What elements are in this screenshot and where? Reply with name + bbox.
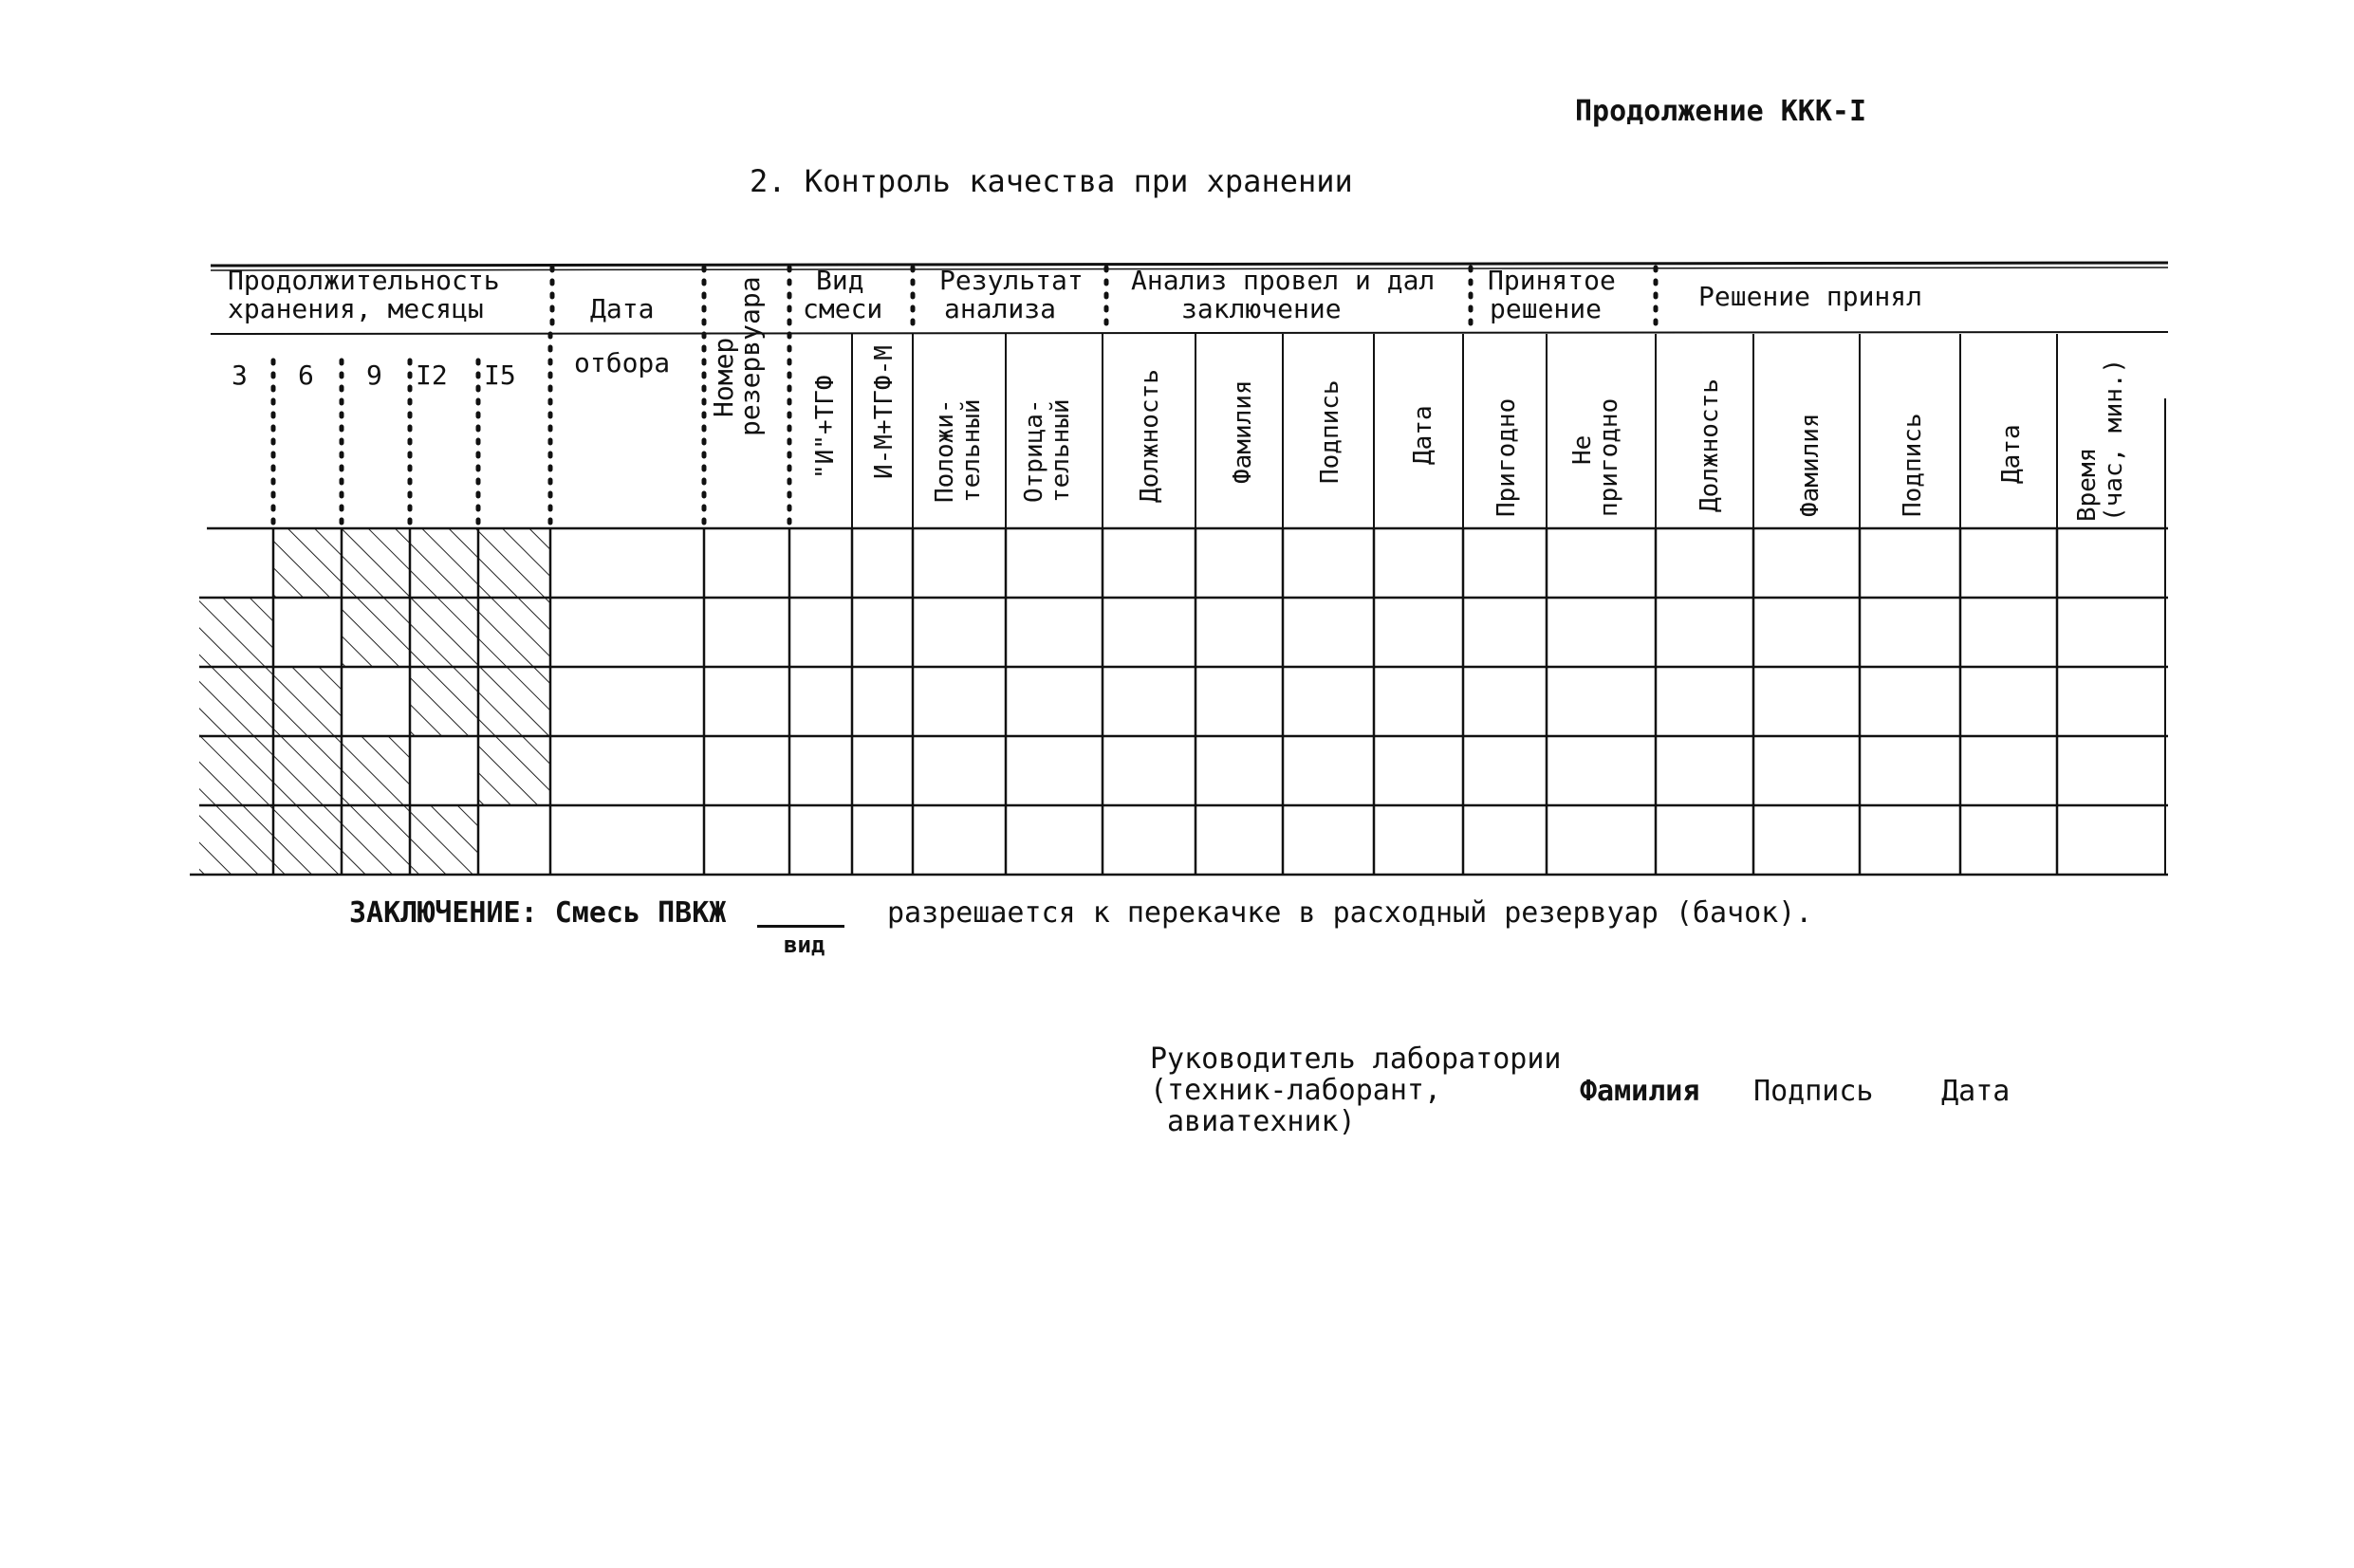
unfit-header-line1: Не <box>1568 434 1597 465</box>
unfit-header-line2: пригодно <box>1595 397 1623 517</box>
month-3: 3 <box>232 360 248 391</box>
negative-header-line2: тельный <box>1047 398 1075 503</box>
analysis-by-line2: заключение <box>1181 293 1342 324</box>
positive-header-line2: тельный <box>957 398 986 503</box>
month-9: 9 <box>366 360 382 391</box>
duration-header-line2: хранения, месяцы <box>228 293 484 324</box>
signature-2-header: Подпись <box>1899 413 1927 517</box>
mix-type-caption: вид <box>784 932 825 958</box>
time-header-line1: Время <box>2073 447 2102 522</box>
mix-a-header: "И"+ТГФ <box>811 375 840 479</box>
signature-label: Подпись <box>1753 1075 1874 1108</box>
date-1-header: Дата <box>1409 405 1437 465</box>
conclusion-text: разрешается к перекачке в расходный резервуар (бачок). <box>887 896 1813 930</box>
tank-header-line1: Номер <box>708 337 739 417</box>
position-2-header: Должность <box>1696 378 1724 512</box>
month-12: I2 <box>416 360 448 391</box>
mix-header-line2: смеси <box>803 293 883 324</box>
signature-1-header: Подпись <box>1316 379 1344 484</box>
hatched-cells <box>199 528 550 875</box>
date-header-line1: Дата <box>590 293 655 324</box>
position-1-header: Должность <box>1136 369 1164 503</box>
month-6: 6 <box>298 360 314 391</box>
decision-header-line1: Принятое <box>1488 265 1616 296</box>
analysis-by-line1: Анализ провел и дал <box>1131 265 1436 296</box>
time-header-line2: (час, мин.) <box>2100 358 2128 522</box>
continuation-label: Продолжение ККК-I <box>1575 95 1867 128</box>
mix-type-blank[interactable] <box>757 925 844 928</box>
result-header-line2: анализа <box>944 293 1057 324</box>
date-label: Дата <box>1941 1075 2011 1108</box>
mix-header-line1: Вид <box>816 265 864 296</box>
role-line-2: (техник-лаборант, <box>1150 1074 1442 1107</box>
positive-header-line1: Положи- <box>931 398 959 503</box>
conclusion-label: ЗАКЛЮЧЕНИЕ: Смесь ПВКЖ <box>349 896 727 930</box>
tank-header-line2: резервуара <box>734 276 766 436</box>
signature-fields <box>1580 1075 2010 1108</box>
decision-by-header: Решение принял <box>1698 281 1923 312</box>
mix-b-header: И-М+ТГФ-М <box>870 345 899 479</box>
section-title: 2. Контроль качества при хранении <box>750 163 1353 199</box>
month-15: I5 <box>484 360 516 391</box>
surname-1-header: Фамилия <box>1229 379 1257 484</box>
decision-header-line2: решение <box>1490 293 1603 324</box>
role-line-1: Руководитель лаборатории <box>1150 1042 1562 1076</box>
fit-header: Пригодно <box>1492 397 1521 517</box>
lab-head-role <box>1150 1043 1561 1137</box>
result-header-line1: Результат <box>939 265 1084 296</box>
date-header-line2: отбора <box>574 347 671 378</box>
negative-header-line1: Отрица- <box>1020 398 1048 503</box>
header-group-rule <box>211 332 2168 334</box>
surname-2-header: Фамилия <box>1796 413 1825 517</box>
role-line-3: авиатехник) <box>1167 1105 1356 1138</box>
duration-header-line1: Продолжительность <box>228 265 500 296</box>
surname-label: Фамилия <box>1580 1075 1700 1108</box>
date-2-header: Дата <box>1997 424 2026 484</box>
